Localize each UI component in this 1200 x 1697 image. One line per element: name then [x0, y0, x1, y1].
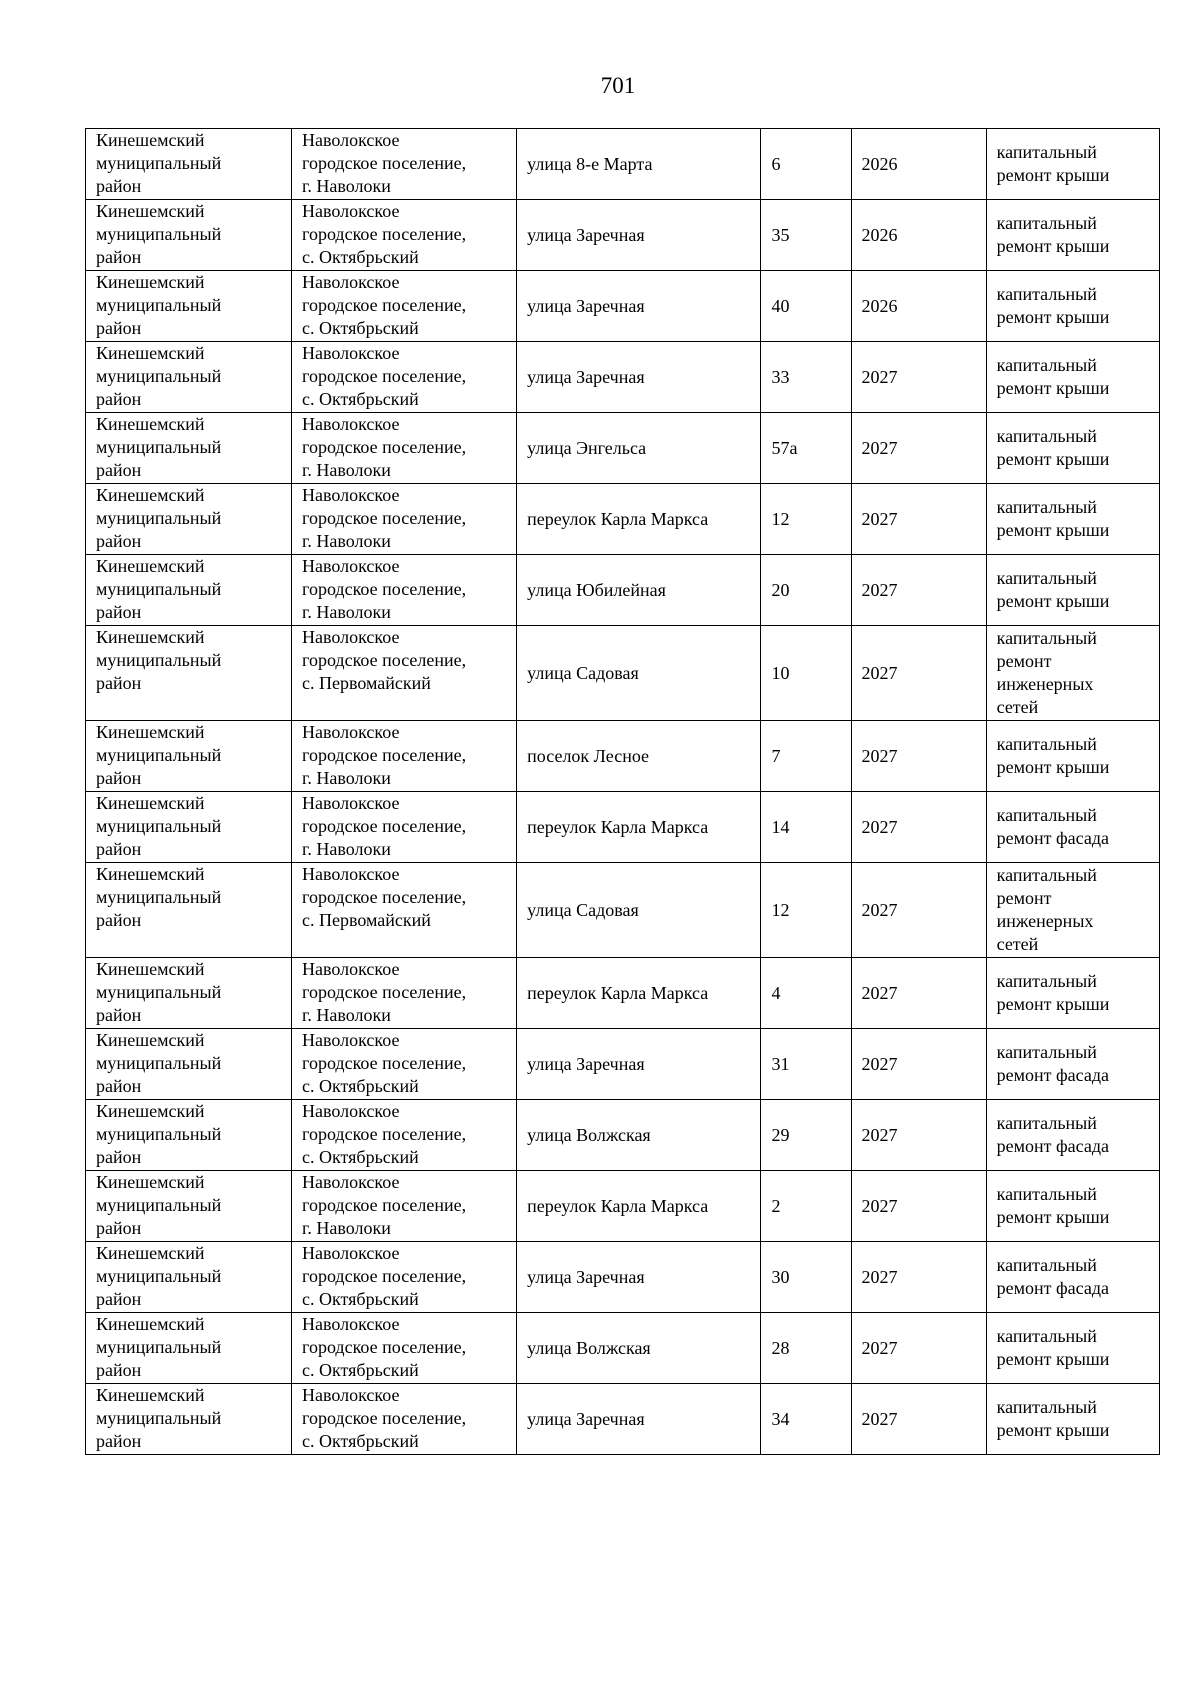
- work-type-cell-line: ремонт: [996, 888, 1052, 908]
- year-cell: 2027: [851, 1242, 986, 1313]
- settlement-cell-line: Наволокское: [302, 1030, 400, 1050]
- district-cell-line: район: [96, 531, 142, 551]
- work-type-cell-line: инженерных: [996, 911, 1094, 931]
- settlement-cell-line: Наволокское: [302, 272, 400, 292]
- table-row: [86, 626, 1160, 721]
- table-row: [86, 1313, 1160, 1384]
- table-row: [86, 555, 1160, 626]
- settlement-cell: [292, 958, 517, 1029]
- work-type-cell: [986, 721, 1159, 792]
- work-type-cell-line: капитальный: [996, 865, 1097, 885]
- district-cell-line: муниципальный: [96, 650, 222, 670]
- settlement-cell-line: Наволокское: [302, 1243, 400, 1263]
- work-type-cell-line: капитальный: [996, 971, 1097, 991]
- district-cell-line: район: [96, 673, 142, 693]
- settlement-cell-line: с. Октябрьский: [302, 1360, 419, 1380]
- settlement-cell-line: г. Наволоки: [302, 460, 391, 480]
- settlement-cell: [292, 1100, 517, 1171]
- district-cell-line: район: [96, 1147, 142, 1167]
- house-number-cell: 28: [761, 1313, 851, 1384]
- house-number-cell: 7: [761, 721, 851, 792]
- work-type-cell: [986, 342, 1159, 413]
- district-cell-line: Кинешемский: [96, 1172, 205, 1192]
- district-cell-line: муниципальный: [96, 887, 222, 907]
- district-cell-line: муниципальный: [96, 1053, 222, 1073]
- district-cell: [86, 484, 292, 555]
- settlement-cell-line: г. Наволоки: [302, 1005, 391, 1025]
- district-cell: [86, 1171, 292, 1242]
- settlement-cell-line: Наволокское: [302, 414, 400, 434]
- settlement-cell-line: с. Октябрьский: [302, 247, 419, 267]
- settlement-cell-line: Наволокское: [302, 1101, 400, 1121]
- settlement-cell-line: с. Октябрьский: [302, 1076, 419, 1096]
- district-cell-line: муниципальный: [96, 224, 222, 244]
- settlement-cell-line: городское поселение,: [302, 887, 467, 907]
- house-number-cell: 30: [761, 1242, 851, 1313]
- table-row: [86, 1029, 1160, 1100]
- year-cell: 2027: [851, 1171, 986, 1242]
- settlement-cell-line: городское поселение,: [302, 745, 467, 765]
- work-type-cell: [986, 1100, 1159, 1171]
- settlement-cell-line: г. Наволоки: [302, 176, 391, 196]
- table-row: [86, 863, 1160, 958]
- settlement-cell-line: Наволокское: [302, 1314, 400, 1334]
- district-cell: [86, 863, 292, 958]
- house-number-cell: 33: [761, 342, 851, 413]
- settlement-cell: [292, 129, 517, 200]
- settlement-cell-line: Наволокское: [302, 1385, 400, 1405]
- district-cell-line: муниципальный: [96, 982, 222, 1002]
- district-cell-line: Кинешемский: [96, 1101, 205, 1121]
- work-type-cell-line: капитальный: [996, 1042, 1097, 1062]
- street-cell: улица Заречная: [517, 1029, 761, 1100]
- district-cell-line: район: [96, 910, 142, 930]
- work-type-cell: [986, 413, 1159, 484]
- settlement-cell: [292, 1242, 517, 1313]
- district-cell-line: муниципальный: [96, 366, 222, 386]
- house-number-cell: 14: [761, 792, 851, 863]
- district-cell-line: Кинешемский: [96, 1243, 205, 1263]
- work-type-cell-line: капитальный: [996, 213, 1097, 233]
- work-type-cell-line: ремонт крыши: [996, 378, 1110, 398]
- district-cell-line: Кинешемский: [96, 343, 205, 363]
- settlement-cell-line: городское поселение,: [302, 1266, 467, 1286]
- work-type-cell-line: ремонт фасада: [996, 1065, 1109, 1085]
- year-cell: 2027: [851, 958, 986, 1029]
- district-cell-line: Кинешемский: [96, 722, 205, 742]
- district-cell: [86, 1313, 292, 1384]
- work-type-cell-line: инженерных: [996, 674, 1094, 694]
- settlement-cell-line: с. Первомайский: [302, 673, 431, 693]
- district-cell-line: муниципальный: [96, 1195, 222, 1215]
- district-cell-line: район: [96, 602, 142, 622]
- settlement-cell-line: городское поселение,: [302, 650, 467, 670]
- work-type-cell-line: капитальный: [996, 1113, 1097, 1133]
- work-type-cell-line: ремонт крыши: [996, 449, 1110, 469]
- work-type-cell-line: капитальный: [996, 1326, 1097, 1346]
- work-type-cell-line: капитальный: [996, 426, 1097, 446]
- year-cell: 2027: [851, 1384, 986, 1455]
- year-cell: 2027: [851, 1313, 986, 1384]
- street-cell: улица Заречная: [517, 271, 761, 342]
- settlement-cell-line: Наволокское: [302, 864, 400, 884]
- district-cell-line: муниципальный: [96, 1337, 222, 1357]
- work-type-cell-line: капитальный: [996, 1184, 1097, 1204]
- district-cell-line: Кинешемский: [96, 1314, 205, 1334]
- work-type-cell: [986, 1029, 1159, 1100]
- district-cell-line: Кинешемский: [96, 414, 205, 434]
- district-cell-line: муниципальный: [96, 437, 222, 457]
- work-type-cell: [986, 958, 1159, 1029]
- year-cell: 2027: [851, 1029, 986, 1100]
- work-type-cell-line: капитальный: [996, 355, 1097, 375]
- settlement-cell: [292, 484, 517, 555]
- work-type-cell: [986, 1171, 1159, 1242]
- settlement-cell: [292, 1029, 517, 1100]
- table-row: [86, 484, 1160, 555]
- table-row: [86, 958, 1160, 1029]
- work-type-cell: [986, 863, 1159, 958]
- table-row: [86, 721, 1160, 792]
- work-type-cell-line: ремонт крыши: [996, 1349, 1110, 1369]
- district-cell-line: муниципальный: [96, 816, 222, 836]
- district-cell: [86, 1029, 292, 1100]
- street-cell: улица Заречная: [517, 200, 761, 271]
- table-row: [86, 342, 1160, 413]
- work-type-cell-line: ремонт: [996, 651, 1052, 671]
- district-cell-line: Кинешемский: [96, 201, 205, 221]
- district-cell: [86, 792, 292, 863]
- year-cell: 2027: [851, 626, 986, 721]
- settlement-cell-line: с. Октябрьский: [302, 1147, 419, 1167]
- work-type-cell-line: ремонт крыши: [996, 165, 1110, 185]
- settlement-cell-line: с. Первомайский: [302, 910, 431, 930]
- settlement-cell-line: Наволокское: [302, 1172, 400, 1192]
- settlement-cell-line: Наволокское: [302, 556, 400, 576]
- work-type-cell-line: ремонт крыши: [996, 1420, 1110, 1440]
- table-row: [86, 200, 1160, 271]
- settlement-cell-line: с. Октябрьский: [302, 1289, 419, 1309]
- district-cell-line: район: [96, 389, 142, 409]
- work-type-cell-line: капитальный: [996, 568, 1097, 588]
- district-cell-line: муниципальный: [96, 579, 222, 599]
- settlement-cell-line: городское поселение,: [302, 1053, 467, 1073]
- settlement-cell-line: городское поселение,: [302, 1408, 467, 1428]
- work-type-cell: [986, 555, 1159, 626]
- district-cell: [86, 958, 292, 1029]
- house-number-cell: 29: [761, 1100, 851, 1171]
- settlement-cell-line: Наволокское: [302, 793, 400, 813]
- work-type-cell: [986, 792, 1159, 863]
- page-number: 701: [600, 73, 636, 98]
- house-number-cell: 31: [761, 1029, 851, 1100]
- settlement-cell-line: г. Наволоки: [302, 839, 391, 859]
- work-type-cell-line: ремонт крыши: [996, 994, 1110, 1014]
- settlement-cell-line: городское поселение,: [302, 982, 467, 1002]
- district-cell-line: район: [96, 1076, 142, 1096]
- district-cell-line: Кинешемский: [96, 556, 205, 576]
- work-type-cell-line: капитальный: [996, 734, 1097, 754]
- work-type-cell-line: капитальный: [996, 1397, 1097, 1417]
- district-cell: [86, 413, 292, 484]
- settlement-cell: [292, 271, 517, 342]
- settlement-cell-line: Наволокское: [302, 485, 400, 505]
- work-type-cell-line: ремонт крыши: [996, 757, 1110, 777]
- district-cell: [86, 1100, 292, 1171]
- house-number-cell: 35: [761, 200, 851, 271]
- district-cell-line: район: [96, 460, 142, 480]
- street-cell: улица Садовая: [517, 863, 761, 958]
- table-row: [86, 129, 1160, 200]
- district-cell: [86, 1384, 292, 1455]
- district-cell-line: Кинешемский: [96, 1385, 205, 1405]
- settlement-cell-line: г. Наволоки: [302, 602, 391, 622]
- year-cell: 2026: [851, 129, 986, 200]
- street-cell: улица Юбилейная: [517, 555, 761, 626]
- table-row: [86, 413, 1160, 484]
- work-type-cell: [986, 626, 1159, 721]
- house-number-cell: 4: [761, 958, 851, 1029]
- street-cell: улица Заречная: [517, 1242, 761, 1313]
- settlement-cell-line: Наволокское: [302, 959, 400, 979]
- table-row: [86, 1384, 1160, 1455]
- repair-schedule-table: [85, 128, 1160, 1455]
- district-cell-line: Кинешемский: [96, 959, 205, 979]
- work-type-cell-line: ремонт крыши: [996, 591, 1110, 611]
- settlement-cell-line: городское поселение,: [302, 295, 467, 315]
- table-body: [86, 129, 1160, 1455]
- year-cell: 2027: [851, 413, 986, 484]
- work-type-cell-line: ремонт крыши: [996, 1207, 1110, 1227]
- settlement-cell: [292, 792, 517, 863]
- district-cell-line: район: [96, 318, 142, 338]
- street-cell: переулок Карла Маркса: [517, 958, 761, 1029]
- year-cell: 2027: [851, 792, 986, 863]
- settlement-cell-line: Наволокское: [302, 201, 400, 221]
- district-cell-line: Кинешемский: [96, 130, 205, 150]
- settlement-cell-line: г. Наволоки: [302, 531, 391, 551]
- house-number-cell: 57а: [761, 413, 851, 484]
- work-type-cell: [986, 271, 1159, 342]
- work-type-cell-line: сетей: [996, 697, 1039, 717]
- district-cell-line: муниципальный: [96, 153, 222, 173]
- year-cell: 2026: [851, 271, 986, 342]
- district-cell-line: район: [96, 839, 142, 859]
- settlement-cell-line: городское поселение,: [302, 816, 467, 836]
- work-type-cell: [986, 1242, 1159, 1313]
- work-type-cell: [986, 1313, 1159, 1384]
- street-cell: улица Заречная: [517, 342, 761, 413]
- settlement-cell: [292, 200, 517, 271]
- street-cell: поселок Лесное: [517, 721, 761, 792]
- district-cell-line: Кинешемский: [96, 627, 205, 647]
- district-cell-line: муниципальный: [96, 1124, 222, 1144]
- district-cell-line: Кинешемский: [96, 485, 205, 505]
- settlement-cell-line: городское поселение,: [302, 1337, 467, 1357]
- settlement-cell-line: Наволокское: [302, 343, 400, 363]
- table-row: [86, 1242, 1160, 1313]
- year-cell: 2027: [851, 484, 986, 555]
- year-cell: 2027: [851, 342, 986, 413]
- district-cell-line: район: [96, 1005, 142, 1025]
- settlement-cell-line: городское поселение,: [302, 437, 467, 457]
- work-type-cell-line: капитальный: [996, 628, 1097, 648]
- year-cell: 2026: [851, 200, 986, 271]
- district-cell: [86, 342, 292, 413]
- district-cell-line: Кинешемский: [96, 793, 205, 813]
- work-type-cell-line: капитальный: [996, 497, 1097, 517]
- settlement-cell-line: городское поселение,: [302, 1124, 467, 1144]
- district-cell-line: муниципальный: [96, 295, 222, 315]
- settlement-cell: [292, 555, 517, 626]
- year-cell: 2027: [851, 863, 986, 958]
- house-number-cell: 40: [761, 271, 851, 342]
- work-type-cell-line: ремонт фасада: [996, 828, 1109, 848]
- work-type-cell-line: ремонт крыши: [996, 307, 1110, 327]
- street-cell: переулок Карла Маркса: [517, 792, 761, 863]
- street-cell: улица Волжская: [517, 1313, 761, 1384]
- table-row: [86, 1171, 1160, 1242]
- house-number-cell: 34: [761, 1384, 851, 1455]
- year-cell: 2027: [851, 721, 986, 792]
- settlement-cell-line: г. Наволоки: [302, 1218, 391, 1238]
- house-number-cell: 10: [761, 626, 851, 721]
- settlement-cell-line: городское поселение,: [302, 508, 467, 528]
- settlement-cell: [292, 413, 517, 484]
- district-cell-line: муниципальный: [96, 508, 222, 528]
- district-cell-line: район: [96, 1218, 142, 1238]
- settlement-cell-line: с. Октябрьский: [302, 389, 419, 409]
- work-type-cell: [986, 129, 1159, 200]
- settlement-cell: [292, 1384, 517, 1455]
- settlement-cell-line: городское поселение,: [302, 224, 467, 244]
- street-cell: улица Садовая: [517, 626, 761, 721]
- district-cell: [86, 626, 292, 721]
- settlement-cell: [292, 342, 517, 413]
- table-row: [86, 271, 1160, 342]
- district-cell-line: район: [96, 1360, 142, 1380]
- work-type-cell-line: ремонт крыши: [996, 520, 1110, 540]
- street-cell: переулок Карла Маркса: [517, 484, 761, 555]
- work-type-cell-line: капитальный: [996, 284, 1097, 304]
- settlement-cell-line: городское поселение,: [302, 579, 467, 599]
- house-number-cell: 6: [761, 129, 851, 200]
- work-type-cell-line: капитальный: [996, 142, 1097, 162]
- year-cell: 2027: [851, 555, 986, 626]
- settlement-cell: [292, 863, 517, 958]
- settlement-cell: [292, 1171, 517, 1242]
- district-cell: [86, 721, 292, 792]
- street-cell: улица Энгельса: [517, 413, 761, 484]
- work-type-cell-line: ремонт фасада: [996, 1278, 1109, 1298]
- settlement-cell: [292, 721, 517, 792]
- settlement-cell-line: городское поселение,: [302, 1195, 467, 1215]
- district-cell-line: муниципальный: [96, 1266, 222, 1286]
- district-cell-line: муниципальный: [96, 745, 222, 765]
- street-cell: улица Заречная: [517, 1384, 761, 1455]
- settlement-cell-line: с. Октябрьский: [302, 1431, 419, 1451]
- house-number-cell: 12: [761, 484, 851, 555]
- district-cell-line: муниципальный: [96, 1408, 222, 1428]
- district-cell: [86, 129, 292, 200]
- district-cell-line: Кинешемский: [96, 1030, 205, 1050]
- district-cell-line: Кинешемский: [96, 864, 205, 884]
- district-cell: [86, 271, 292, 342]
- settlement-cell: [292, 1313, 517, 1384]
- settlement-cell-line: Наволокское: [302, 627, 400, 647]
- work-type-cell-line: капитальный: [996, 1255, 1097, 1275]
- house-number-cell: 12: [761, 863, 851, 958]
- house-number-cell: 2: [761, 1171, 851, 1242]
- settlement-cell-line: Наволокское: [302, 130, 400, 150]
- district-cell-line: район: [96, 247, 142, 267]
- settlement-cell-line: с. Октябрьский: [302, 318, 419, 338]
- settlement-cell-line: городское поселение,: [302, 153, 467, 173]
- work-type-cell: [986, 200, 1159, 271]
- table-row: [86, 792, 1160, 863]
- district-cell: [86, 200, 292, 271]
- district-cell-line: район: [96, 1431, 142, 1451]
- district-cell-line: район: [96, 176, 142, 196]
- work-type-cell: [986, 1384, 1159, 1455]
- district-cell: [86, 1242, 292, 1313]
- district-cell-line: район: [96, 1289, 142, 1309]
- work-type-cell-line: сетей: [996, 934, 1039, 954]
- district-cell-line: район: [96, 768, 142, 788]
- work-type-cell: [986, 484, 1159, 555]
- district-cell-line: Кинешемский: [96, 272, 205, 292]
- settlement-cell: [292, 626, 517, 721]
- street-cell: переулок Карла Маркса: [517, 1171, 761, 1242]
- street-cell: улица Волжская: [517, 1100, 761, 1171]
- district-cell: [86, 555, 292, 626]
- work-type-cell-line: ремонт фасада: [996, 1136, 1109, 1156]
- table-row: [86, 1100, 1160, 1171]
- work-type-cell-line: капитальный: [996, 805, 1097, 825]
- work-type-cell-line: ремонт крыши: [996, 236, 1110, 256]
- house-number-cell: 20: [761, 555, 851, 626]
- settlement-cell-line: г. Наволоки: [302, 768, 391, 788]
- year-cell: 2027: [851, 1100, 986, 1171]
- street-cell: улица 8-е Марта: [517, 129, 761, 200]
- settlement-cell-line: городское поселение,: [302, 366, 467, 386]
- settlement-cell-line: Наволокское: [302, 722, 400, 742]
